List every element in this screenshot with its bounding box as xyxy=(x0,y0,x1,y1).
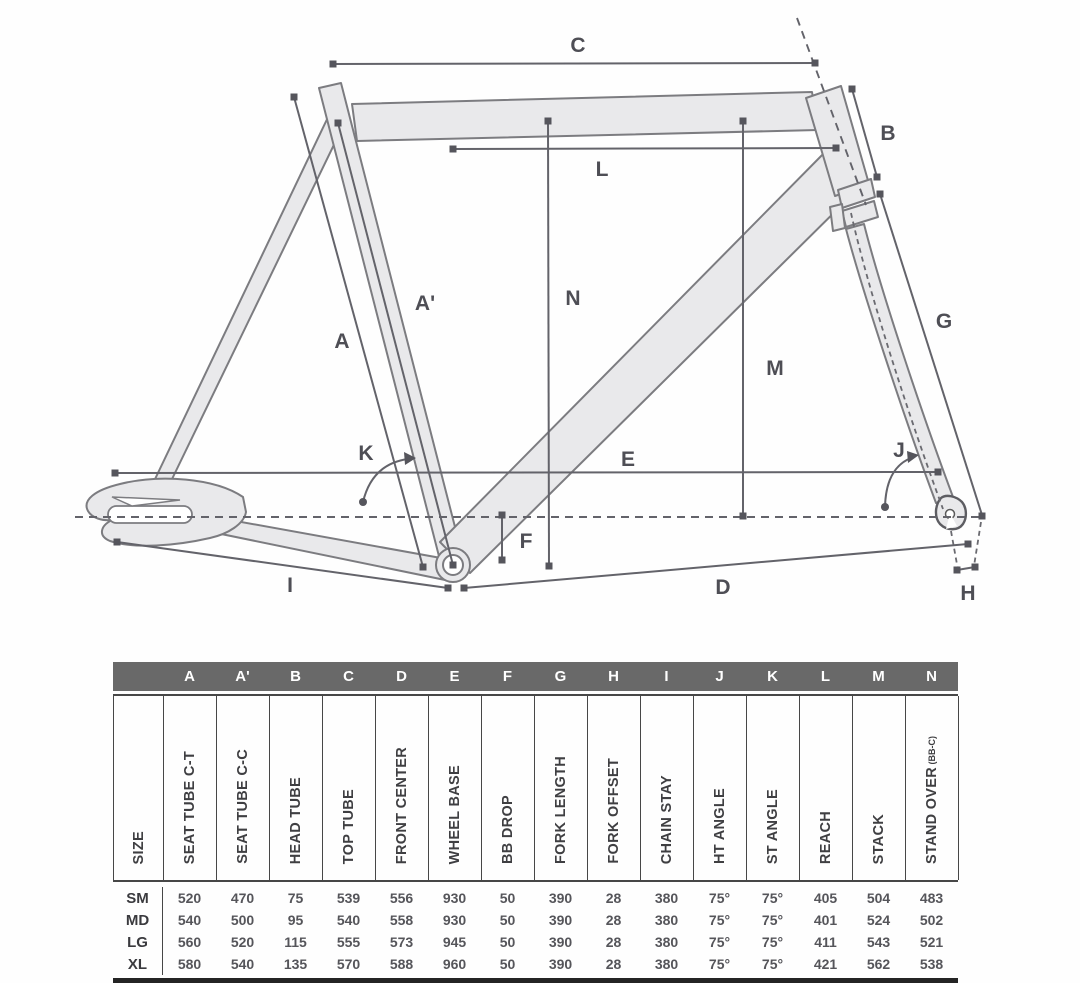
crown-tab xyxy=(830,204,845,231)
value-cell: 50 xyxy=(499,912,516,928)
column-name-cell: HT ANGLE xyxy=(694,696,747,880)
value-cell: 390 xyxy=(548,890,573,906)
value-cell: 50 xyxy=(499,934,516,950)
value-cell: 380 xyxy=(654,956,679,972)
value-cell: 380 xyxy=(654,934,679,950)
column-name-cell: STAND OVER (BB-C) xyxy=(906,696,959,880)
value-cell: 930 xyxy=(442,912,467,928)
value-cell: 28 xyxy=(605,956,622,972)
column-letter: N xyxy=(926,668,937,685)
column-letter: D xyxy=(396,668,407,685)
table-bottom-border xyxy=(113,978,958,983)
geometry-table xyxy=(113,662,958,983)
dim-label-j: J xyxy=(893,439,905,462)
value-cell: 483 xyxy=(919,890,944,906)
dim-label-m: M xyxy=(766,357,784,380)
column-letter: I xyxy=(664,668,669,685)
value-cell: 543 xyxy=(866,934,891,950)
size-cell: MD xyxy=(113,909,163,931)
dim-label-d: D xyxy=(715,576,731,599)
value-cell: 75° xyxy=(708,890,731,906)
value-cell: 500 xyxy=(230,912,255,928)
column-name-cell: SEAT TUBE C-C xyxy=(217,696,270,880)
value-cell: 580 xyxy=(177,956,202,972)
column-letter: A xyxy=(184,668,195,685)
dim-label-k: K xyxy=(358,442,374,465)
column-letter: L xyxy=(820,668,831,685)
dim-label-n: N xyxy=(565,287,581,310)
column-name-cell: STACK xyxy=(853,696,906,880)
column-letter: B xyxy=(290,668,301,685)
value-cell: 411 xyxy=(814,934,837,950)
size-cell: SM xyxy=(113,887,163,909)
value-cell: 75° xyxy=(761,912,784,928)
table-row xyxy=(113,909,958,931)
column-letter: G xyxy=(554,668,567,685)
dim-label-i: I xyxy=(287,574,293,597)
column-letter: M xyxy=(872,668,885,685)
value-cell: 556 xyxy=(389,890,414,906)
value-cell: 401 xyxy=(813,912,838,928)
value-cell: 930 xyxy=(442,890,467,906)
value-cell: 50 xyxy=(499,956,516,972)
column-letter: C xyxy=(343,668,354,685)
column-name-cell: WHEEL BASE xyxy=(429,696,482,880)
value-cell: 75° xyxy=(761,934,784,950)
top-tube xyxy=(352,92,818,141)
value-cell: 539 xyxy=(336,890,361,906)
column-name-cell: FRONT CENTER xyxy=(376,696,429,880)
column-name-cell: TOP TUBE xyxy=(323,696,376,880)
header-empty-cell xyxy=(113,662,163,691)
column-letter: J xyxy=(715,668,724,685)
column-name-cell: ST ANGLE xyxy=(747,696,800,880)
value-cell: 470 xyxy=(230,890,255,906)
table-row xyxy=(113,953,958,975)
dim-label-a: A xyxy=(334,330,350,353)
dim-label-h: H xyxy=(960,582,976,605)
dim-label-a1: A' xyxy=(414,292,436,315)
column-letter: E xyxy=(449,668,460,685)
column-name-cell: FORK LENGTH xyxy=(535,696,588,880)
size-column-label: SIZE xyxy=(130,830,147,864)
value-cell: 524 xyxy=(866,912,891,928)
value-cell: 521 xyxy=(919,934,944,950)
size-column-header xyxy=(114,696,164,880)
value-cell: 380 xyxy=(654,890,679,906)
dim-label-g: G xyxy=(935,310,953,333)
value-cell: 588 xyxy=(389,956,414,972)
size-cell: XL xyxy=(113,953,163,975)
value-cell: 504 xyxy=(866,890,891,906)
dim-label-f: F xyxy=(519,530,533,553)
value-cell: 573 xyxy=(389,934,414,950)
table-row xyxy=(113,931,958,953)
value-cell: 28 xyxy=(605,890,622,906)
value-cell: 390 xyxy=(548,956,573,972)
value-cell: 405 xyxy=(813,890,838,906)
dim-label-b: B xyxy=(880,122,896,145)
column-letter: K xyxy=(767,668,778,685)
value-cell: 945 xyxy=(442,934,467,950)
value-cell: 390 xyxy=(548,934,573,950)
value-cell: 390 xyxy=(548,912,573,928)
dim-label-l: L xyxy=(595,158,609,181)
column-name-cell: HEAD TUBE xyxy=(270,696,323,880)
value-cell: 540 xyxy=(336,912,361,928)
value-cell: 562 xyxy=(866,956,891,972)
value-cell: 75° xyxy=(761,890,784,906)
value-cell: 115 xyxy=(284,934,307,950)
value-cell: 50 xyxy=(499,890,516,906)
size-cell: LG xyxy=(113,931,163,953)
column-name-cell: SEAT TUBE C-T xyxy=(164,696,217,880)
value-cell: 538 xyxy=(919,956,944,972)
value-cell: 520 xyxy=(177,890,202,906)
value-cell: 540 xyxy=(230,956,255,972)
value-cell: 380 xyxy=(654,912,679,928)
table-header-row xyxy=(113,662,958,691)
table-row xyxy=(113,887,958,909)
rear-dropout-slot xyxy=(108,506,192,523)
value-cell: 75° xyxy=(761,956,784,972)
value-cell: 560 xyxy=(177,934,202,950)
value-cell: 28 xyxy=(605,912,622,928)
value-cell: 555 xyxy=(336,934,361,950)
column-name-row xyxy=(113,694,958,882)
table-body xyxy=(113,887,958,975)
column-name-cell: BB DROP xyxy=(482,696,535,880)
value-cell: 28 xyxy=(605,934,622,950)
value-cell: 421 xyxy=(813,956,838,972)
value-cell: 135 xyxy=(283,956,308,972)
value-cell: 558 xyxy=(389,912,414,928)
fork-offset-guide-left xyxy=(951,531,958,570)
column-name-cell: REACH xyxy=(800,696,853,880)
column-name-cell: CHAIN STAY xyxy=(641,696,694,880)
value-cell: 75° xyxy=(708,934,731,950)
value-cell: 75° xyxy=(708,912,731,928)
dim-label-e: E xyxy=(620,448,636,471)
value-cell: 540 xyxy=(177,912,202,928)
down-tube xyxy=(440,146,865,573)
frame-outline xyxy=(87,83,966,582)
column-letter: F xyxy=(502,668,513,685)
column-letter: H xyxy=(608,668,619,685)
column-letter: A' xyxy=(235,668,250,685)
fork-offset-guide-right xyxy=(974,522,981,566)
value-cell: 520 xyxy=(230,934,255,950)
value-cell: 75° xyxy=(708,956,731,972)
dim-label-c: C xyxy=(570,34,586,57)
column-name-cell: FORK OFFSET xyxy=(588,696,641,880)
value-cell: 570 xyxy=(336,956,361,972)
value-cell: 502 xyxy=(919,912,944,928)
value-cell: 960 xyxy=(442,956,467,972)
value-cell: 75 xyxy=(287,890,304,906)
value-cell: 95 xyxy=(287,912,304,928)
